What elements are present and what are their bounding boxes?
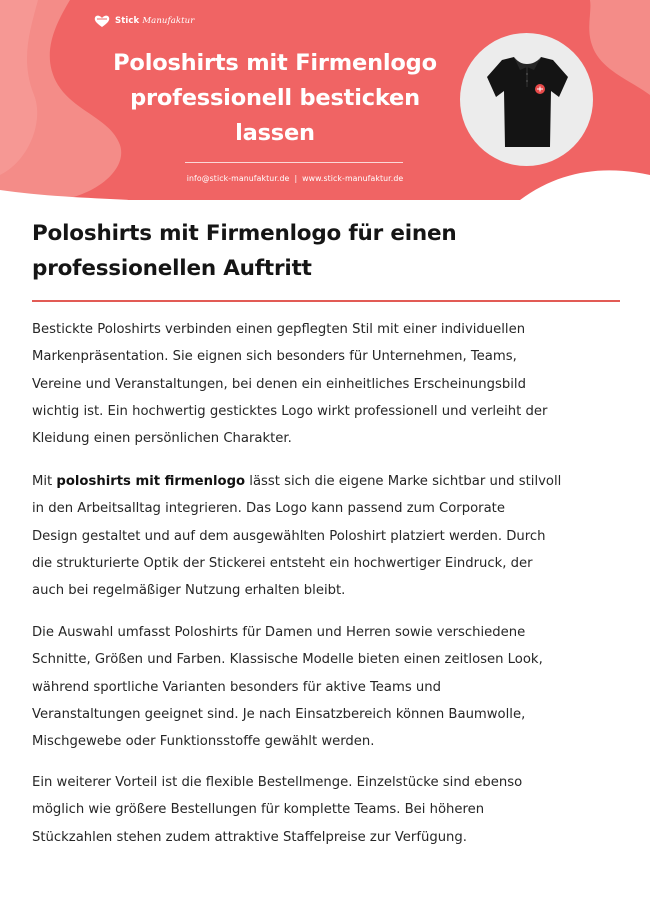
contact-line [150,174,440,183]
text-line: wichtig ist. Ein hochwertig gesticktes Logo wirkt professionell und verleiht der [32,403,548,419]
text-line: Kleidung einen persönlichen Charakter. [32,431,292,447]
black-polo-shirt-image [484,51,570,151]
header-divider [185,162,403,163]
header-banner [0,0,650,200]
heading-divider [32,300,620,302]
text-line: Vereine und Veranstaltungen, bei denen ein einheitliches Erscheinungsbild [32,376,526,392]
website-link[interactable]: www.stick-manufaktur.de [302,174,404,183]
text-line: Schnitte, Größen und Farben. Klassische Modelle bieten einen zeitlosen Look, [32,652,543,668]
paragraph-order-quantity [32,769,632,851]
text-line: Stückzahlen stehen zudem attraktive Staffelpreise zur Verfügung. [32,829,467,845]
text-line: Bestickte Poloshirts verbinden einen gepflegten Stil mit einer individuellen [32,322,526,337]
text-line: Veranstaltungen geeignet sind. Je nach Einsatzbereich können Baumwolle, [32,706,526,722]
article-heading [32,216,620,286]
contact-separator: | [294,174,298,183]
email-link[interactable]: info@stick-manufaktur.de [186,174,290,183]
text-line: Design gestaltet und auf dem ausgewählten Poloshirt platziert werden. Durch [32,528,546,544]
header-title-line: Poloshirts mit Firmenlogo [113,50,437,76]
text-line: Die Auswahl umfasst Poloshirts für Damen und Herren sowie verschiedene [32,625,526,640]
brand-logo [93,13,194,29]
brand-name: Stick Manufaktur [115,16,195,26]
text-line: möglich wie größere Bestellungen für komplette Teams. Bei höheren [32,802,485,818]
text-line: während sportliche Varianten besonders für aktive Teams und [32,679,442,695]
article-heading-line: Poloshirts mit Firmenlogo für einen [32,221,457,246]
article-heading-line: professionellen Auftritt [32,256,312,281]
text-line: in den Arbeitsalltag integrieren. Das Logo kann passend zum Corporate [32,501,505,517]
text-line: auch bei regelmäßiger Nutzung erhalten bleibt. [32,583,346,599]
text-line: Mischgewebe oder Funktionsstoffe gewählt werden. [32,734,375,750]
paragraph-keyword [32,468,632,604]
text-line: Ein weiterer Vorteil ist die flexible Bestellmenge. Einzelstücke sind ebenso [32,775,523,790]
text-line: Markenpräsentation. Sie eignen sich besonders für Unternehmen, Teams, [32,349,517,365]
header-title [78,46,472,151]
text-line: Mit poloshirts mit firmenlogo lässt sich die eigene Marke sichtbar und stilvoll [32,474,562,489]
embroidery-heart-icon [93,14,111,28]
paragraph-selection [32,619,632,755]
header-title-line: lassen [235,120,315,146]
header-title-line: professionell besticken [130,85,420,111]
product-image-circle [460,33,593,166]
article [32,216,620,845]
keyword-link[interactable]: poloshirts mit firmenlogo [56,474,246,489]
paragraph-intro [32,316,632,452]
text-line: die strukturierte Optik der Stickerei entsteht ein hochwertiger Eindruck, der [32,555,533,571]
